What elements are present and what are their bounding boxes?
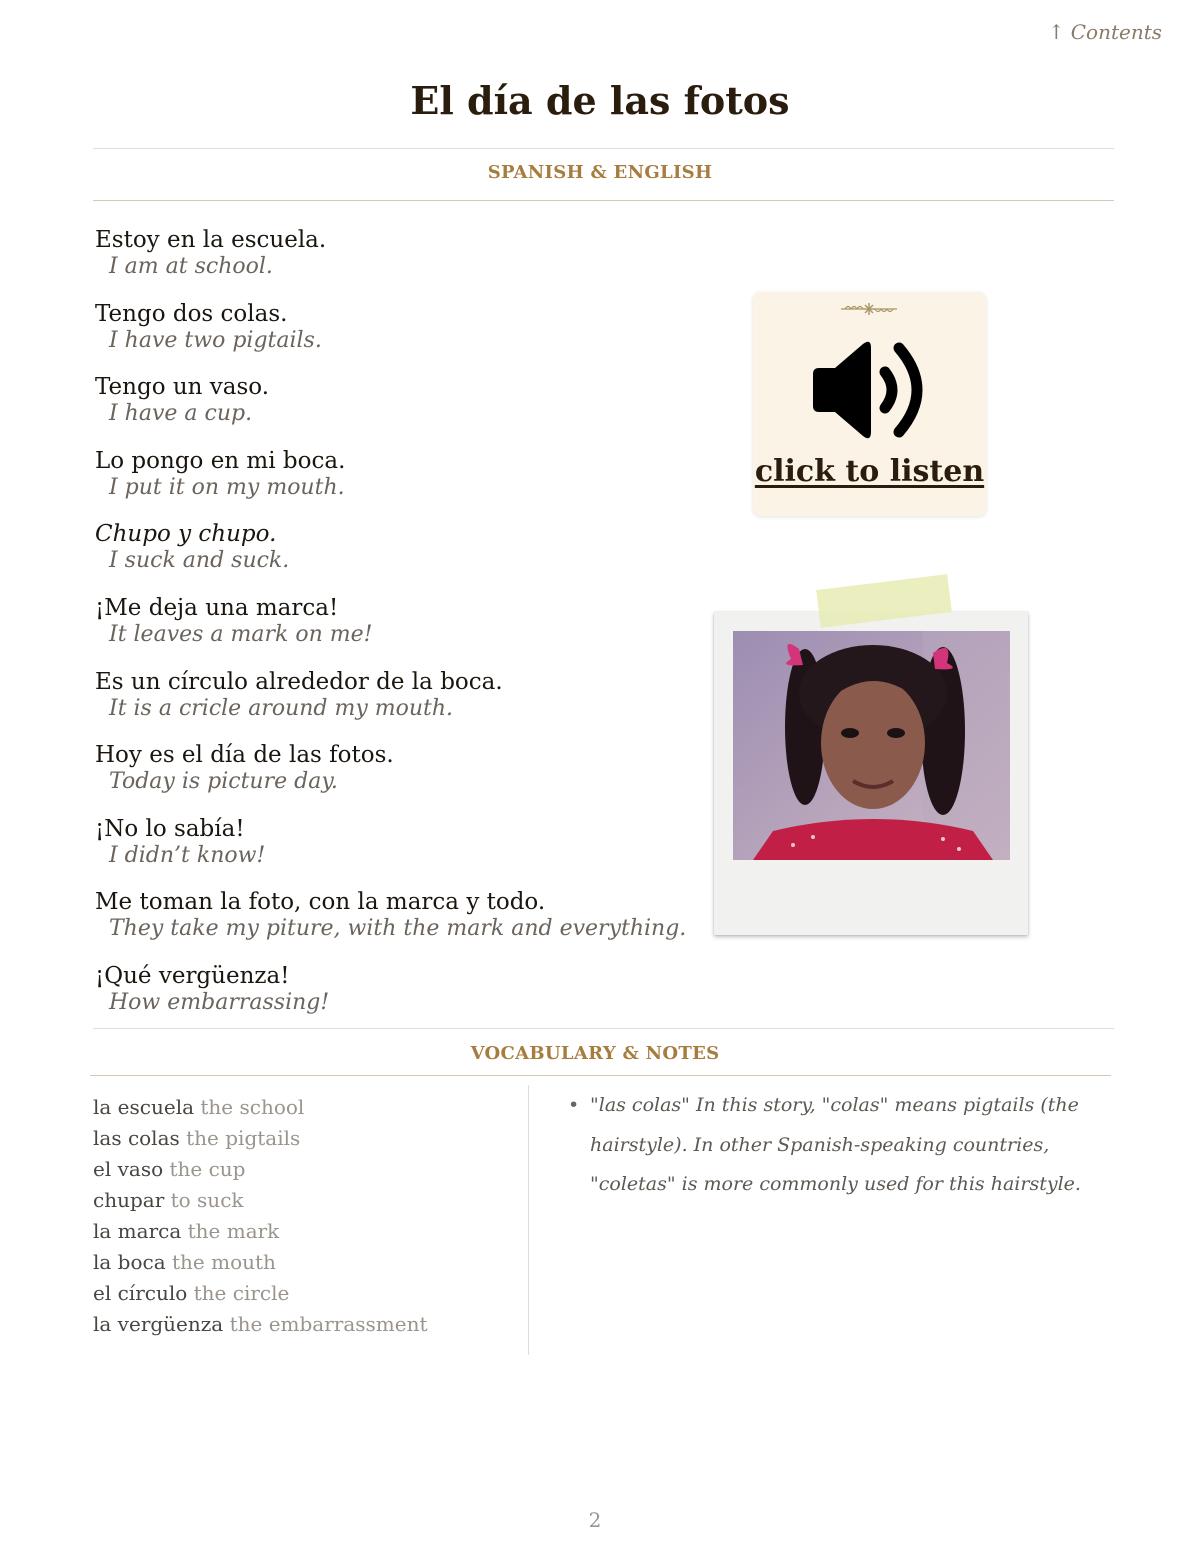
- line-item: [95, 520, 715, 594]
- english-line: I didn’t know!: [109, 842, 266, 868]
- photo-polaroid: [714, 612, 1028, 935]
- contents-link-label: Contents: [1070, 20, 1162, 44]
- page-title: El día de las fotos: [410, 78, 790, 123]
- english-line: I put it on my mouth.: [109, 474, 345, 500]
- vocab-gloss: the embarrassment: [229, 1312, 428, 1336]
- english-line: Today is picture day.: [109, 769, 338, 795]
- vocab-gloss: the mouth: [172, 1250, 276, 1274]
- vocab-item: [93, 1278, 428, 1309]
- vocab-item: [93, 1154, 428, 1185]
- spanish-line: Estoy en la escuela.: [95, 227, 327, 253]
- section-heading-vocab: VOCABULARY & NOTES: [470, 1043, 720, 1064]
- arrow-up-icon: ↑: [1047, 20, 1065, 44]
- spanish-line: Tengo un vaso.: [95, 374, 270, 401]
- vocab-list: [93, 1092, 428, 1340]
- line-item: [95, 815, 715, 889]
- english-line: I suck and suck.: [109, 548, 290, 574]
- speaker-icon: [809, 336, 933, 444]
- line-item: [95, 962, 715, 1036]
- spanish-line: Es un círculo alrededor de la boca.: [95, 668, 503, 695]
- page-number: 2: [588, 1508, 602, 1532]
- spanish-line: ¡Qué vergüenza!: [95, 962, 290, 989]
- spanish-line: Me toman la foto, con la marca y todo.: [95, 889, 546, 916]
- line-item: [95, 594, 715, 668]
- vocab-gloss: the pigtails: [186, 1126, 301, 1150]
- bilingual-lines: [95, 226, 715, 1036]
- vocab-gloss: the school: [200, 1095, 305, 1119]
- vocab-term: las colas: [93, 1126, 180, 1150]
- english-line: I have two pigtails.: [109, 327, 322, 353]
- vocab-item: [93, 1123, 428, 1154]
- vocab-term: la vergüenza: [93, 1312, 224, 1336]
- spanish-line: ¡No lo sabía!: [95, 815, 245, 842]
- spanish-line: ¡Me deja una marca!: [95, 594, 339, 621]
- vocab-term: la marca: [93, 1219, 182, 1243]
- listen-label: click to listen: [754, 454, 985, 489]
- english-line: It is a cricle around my mouth.: [109, 695, 454, 721]
- line-item: [95, 373, 715, 447]
- section-heading-bilingual: SPANISH & ENGLISH: [487, 162, 713, 183]
- note-item: • "las colas" In this story, "colas" means pigtails (the hairstyle). In other Spanish-speaking countries, "coletas" is more commonly used for this hairstyle.: [568, 1086, 1124, 1205]
- vocab-gloss: the mark: [187, 1219, 280, 1243]
- line-item: [95, 226, 715, 300]
- leaf-ornament-icon: [837, 300, 901, 318]
- vocab-term: el vaso: [93, 1157, 164, 1181]
- divider-line: [93, 200, 1114, 201]
- vocab-gloss: to suck: [170, 1188, 244, 1212]
- spanish-line: Lo pongo en mi boca.: [95, 447, 346, 474]
- line-item: [95, 300, 715, 374]
- line-item: [95, 668, 715, 742]
- english-line: I have a cup.: [109, 401, 253, 427]
- vocab-item: [93, 1247, 428, 1278]
- divider-line: [93, 148, 1114, 149]
- vocab-item: [93, 1092, 428, 1123]
- line-item: [95, 741, 715, 815]
- vocab-item: [93, 1309, 428, 1340]
- contents-link[interactable]: [1048, 20, 1162, 44]
- vocab-item: [93, 1216, 428, 1247]
- vocab-term: el círculo: [93, 1281, 188, 1305]
- english-line: It leaves a mark on me!: [109, 621, 373, 647]
- line-item: [95, 888, 715, 962]
- english-line: They take my piture, with the mark and everything.: [109, 916, 687, 942]
- vocab-term: chupar: [93, 1188, 165, 1212]
- line-item: [95, 447, 715, 521]
- vocab-term: la escuela: [93, 1095, 195, 1119]
- listen-audio-button[interactable]: [753, 292, 986, 516]
- vocab-item: [93, 1185, 428, 1216]
- spanish-line: Hoy es el día de las fotos.: [95, 742, 394, 769]
- english-line: How embarrassing!: [109, 989, 330, 1015]
- divider-line: [93, 1028, 1114, 1029]
- spanish-line: Chupo y chupo.: [95, 521, 277, 548]
- notes-list: [568, 1086, 1124, 1205]
- english-line: I am at school.: [109, 254, 273, 279]
- vocab-gloss: the cup: [169, 1157, 246, 1181]
- spanish-line: Tengo dos colas.: [95, 300, 288, 327]
- vocab-gloss: the circle: [193, 1281, 290, 1305]
- child-portrait-photo: [733, 631, 1010, 860]
- column-divider: [528, 1085, 529, 1355]
- divider-line: [90, 1075, 1111, 1076]
- vocab-term: la boca: [93, 1250, 166, 1274]
